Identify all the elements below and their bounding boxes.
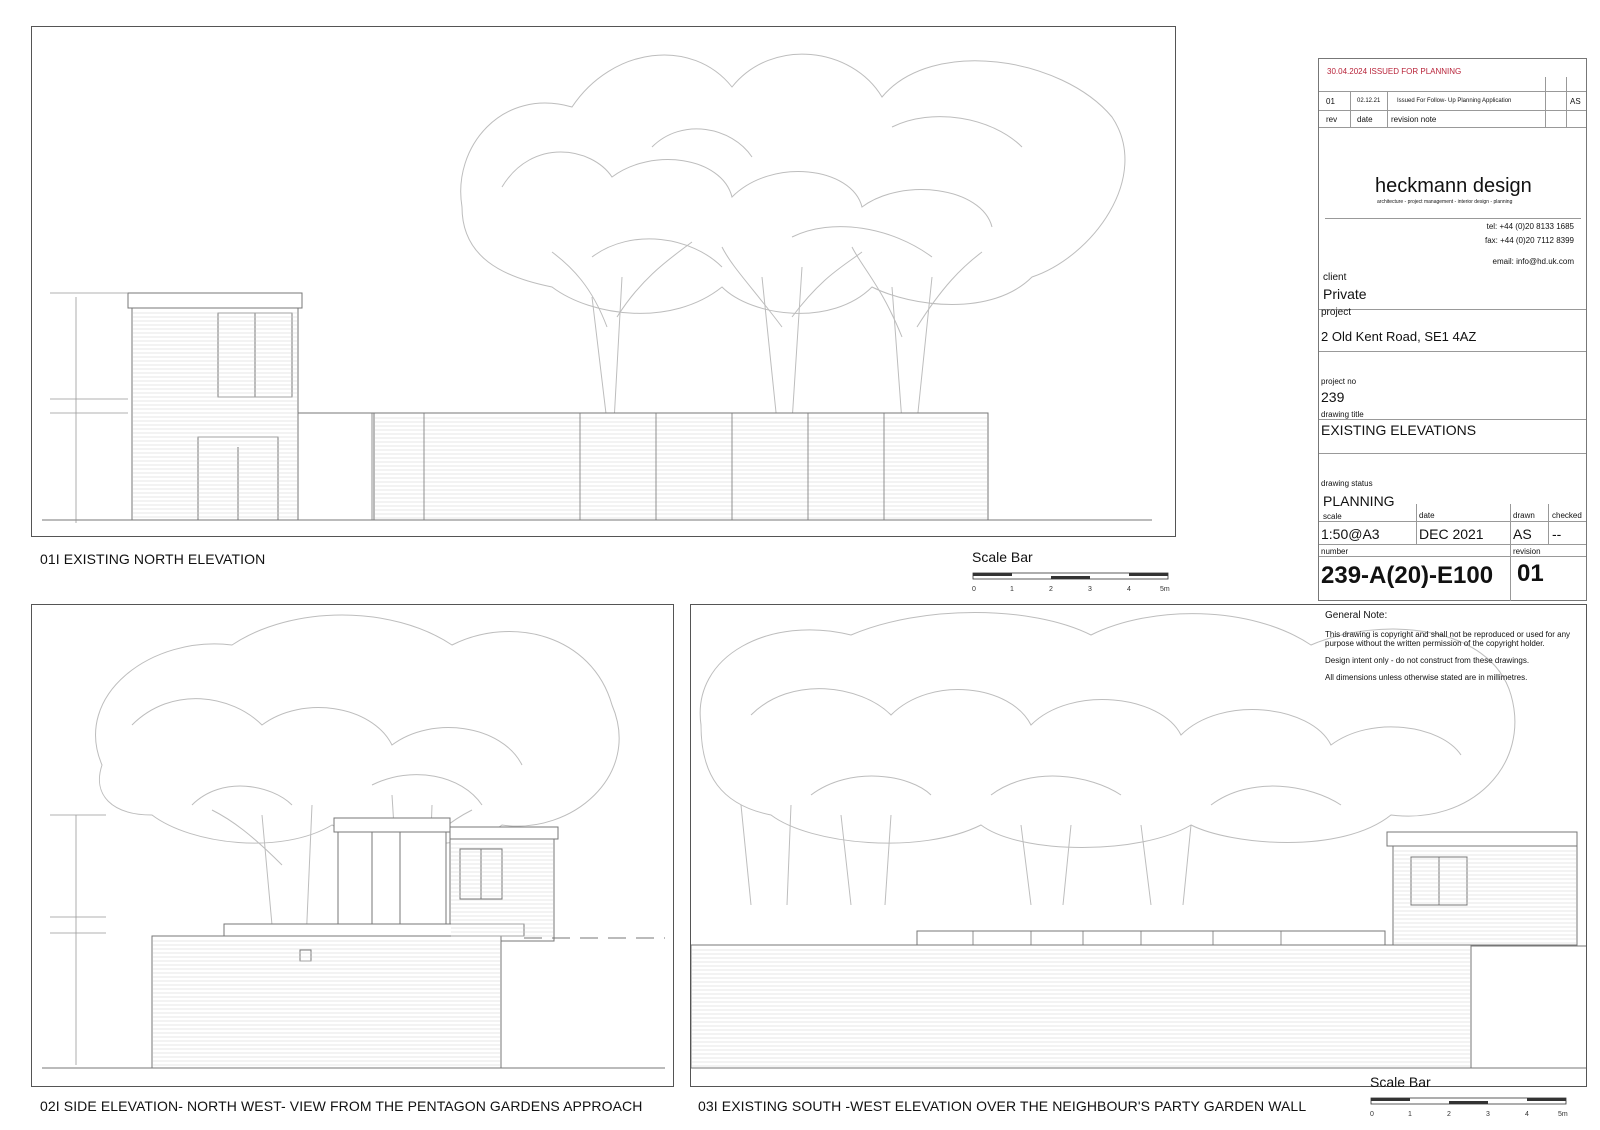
project-no-value: 239 (1321, 389, 1345, 405)
drawn-value: AS (1513, 526, 1532, 542)
elevation-01-frame (31, 26, 1176, 537)
side-elevation-drawing (32, 605, 674, 1087)
checked-label: checked (1552, 511, 1582, 520)
revision-header-rev: rev (1326, 115, 1338, 124)
drawing-title-label: drawing title (1321, 410, 1364, 419)
north-elevation-drawing (32, 27, 1176, 537)
drawing-status-label: drawing status (1321, 479, 1373, 488)
revision-header-note: revision note (1391, 115, 1437, 124)
caption-elevation-02: 02I SIDE ELEVATION- NORTH WEST- VIEW FROM THE PENTAGON GARDENS APPROACH (40, 1098, 643, 1114)
scale-tick: 2 (1447, 1111, 1451, 1118)
drawing-title-value: EXISTING ELEVATIONS (1321, 422, 1477, 438)
scale-tick: 0 (1370, 1111, 1374, 1118)
revision-issue-text: 30.04.2024 ISSUED FOR PLANNING (1327, 67, 1462, 76)
revision-note: Issued For Follow- Up Planning Application (1397, 98, 1512, 104)
scale-bar-label: Scale Bar (1370, 1074, 1431, 1090)
firm-fax: fax: +44 (0)20 7112 8399 (1484, 236, 1574, 245)
scale-tick: 1 (1408, 1111, 1412, 1118)
caption-elevation-01: 01I EXISTING NORTH ELEVATION (40, 551, 266, 567)
scale-tick: 3 (1088, 586, 1092, 593)
general-note-line: All dimensions unless otherwise stated are in millimetres. (1325, 673, 1528, 682)
scale-bar-01 (972, 549, 1172, 599)
scale-tick: 4 (1127, 586, 1131, 593)
caption-elevation-03: 03I EXISTING SOUTH -WEST ELEVATION OVER THE NEIGHBOUR'S PARTY GARDEN WALL (698, 1098, 1307, 1114)
project-value: 2 Old Kent Road, SE1 4AZ (1321, 329, 1477, 344)
general-note (1325, 611, 1587, 690)
firm-name: heckmann design (1375, 175, 1532, 197)
number-label: number (1321, 547, 1349, 556)
revision-header-date: date (1357, 115, 1373, 124)
client-value: Private (1323, 286, 1367, 302)
general-note-heading: General Note: (1325, 610, 1388, 621)
date-label: date (1419, 511, 1435, 520)
scale-tick: 0 (972, 586, 976, 593)
scale-bar-02 (1370, 1074, 1570, 1124)
client-label: client (1323, 272, 1347, 283)
date-value: DEC 2021 (1419, 526, 1484, 542)
scale-tick: 1 (1010, 586, 1014, 593)
firm-tagline: architecture - project management - interior design - planning (1377, 199, 1513, 205)
general-note-line: Design intent only - do not construct from these drawings. (1325, 656, 1530, 665)
elevation-02-frame (31, 604, 674, 1087)
revision-by: AS (1570, 97, 1581, 106)
scale-tick: 2 (1049, 586, 1053, 593)
general-note-line: This drawing is copyright and shall not be reproduced or used for any purpose without the written permission of the copyright holder. (1325, 630, 1571, 648)
scale-bar-graphic (972, 571, 1172, 585)
scale-value: 1:50@A3 (1321, 526, 1380, 542)
checked-value: -- (1552, 526, 1562, 542)
scale-tick: 4 (1525, 1111, 1529, 1118)
project-label: project (1321, 307, 1352, 318)
scale-bar-graphic (1370, 1096, 1570, 1110)
revision-label: revision (1513, 547, 1541, 556)
title-block (1318, 58, 1587, 601)
scale-label: scale (1323, 512, 1342, 521)
drawn-label: drawn (1513, 511, 1535, 520)
drawing-status-value: PLANNING (1323, 493, 1395, 509)
scale-bar-label: Scale Bar (972, 549, 1033, 565)
revision-value: 01 (1517, 560, 1544, 587)
firm-email: email: info@hd.uk.com (1492, 257, 1574, 266)
revision-date: 02.12.21 (1357, 98, 1381, 104)
scale-tick: 3 (1486, 1111, 1490, 1118)
scale-tick: 5m (1160, 586, 1170, 593)
scale-tick: 5m (1558, 1111, 1568, 1118)
project-no-label: project no (1321, 377, 1357, 386)
drawing-number: 239-A(20)-E100 (1321, 562, 1494, 589)
revision-rev: 01 (1326, 97, 1335, 106)
firm-tel: tel: +44 (0)20 8133 1685 (1486, 222, 1574, 231)
